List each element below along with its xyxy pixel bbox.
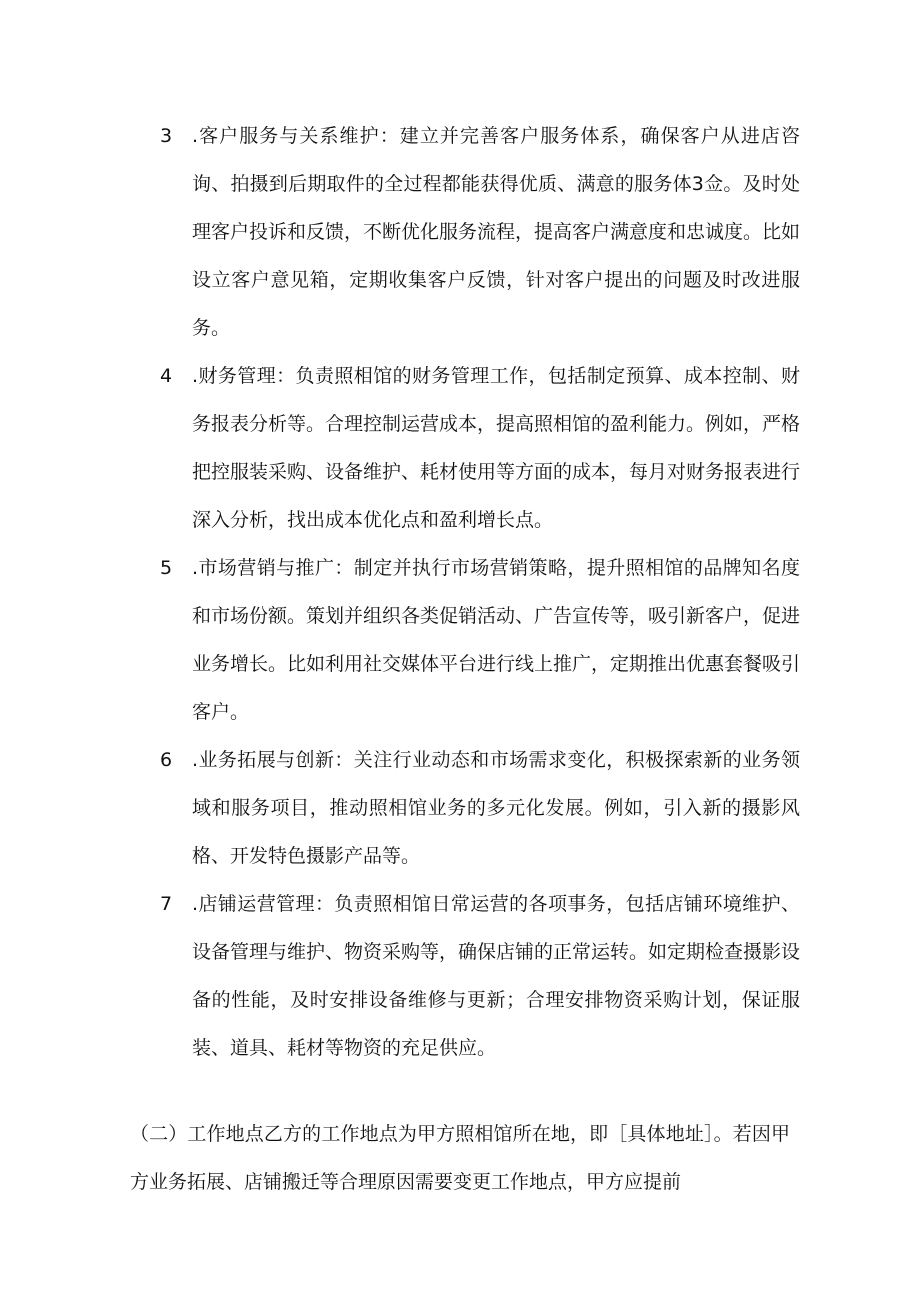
list-item-number: 6 — [160, 749, 173, 771]
list-item-number: 4 — [160, 365, 173, 387]
list-item-text: .店铺运营管理：负责照相馆日常运营的各项事务，包括店铺环境维护、设备管理与维护、物资采购等，确保店铺的正常运转。如定期检查摄影设备的性能，及时安排设备维修与更新；合理安排物资采购计划，保证服装、道具、耗材等物资的充足供应。 — [192, 893, 801, 1059]
list-item-text: .业务拓展与创新：关注行业动态和市场需求变化，积极探索新的业务领域和服务项目，推动照相馆业务的多元化发展。例如，引入新的摄影风格、开发特色摄影产品等。 — [192, 749, 800, 867]
section-work-location: （二）工作地点乙方的工作地点为甲方照相馆所在地，即［具体地址］。若因甲方业务拓展、店铺搬迁等合理原因需要变更工作地点，甲方应提前 — [130, 1123, 790, 1193]
list-item-7 — [160, 880, 800, 1072]
list-item-number: 5 — [160, 557, 173, 579]
list-item-text: .市场营销与推广：制定并执行市场营销策略，提升照相馆的品牌知名度和市场份额。策划并组织各类促销活动、广告宣传等，吸引新客户，促进业务增长。比如利用社交媒体平台进行线上推广，定期推出优惠套餐吸引客户。 — [192, 557, 801, 723]
list-item-text: .客户服务与关系维护：建立并完善客户服务体系，确保客户从进店咨询、拍摄到后期取件的全过程都能获得优质、满意的服务体3佥。及时处理客户投诉和反馈，不断优化服务流程，提高客户满意度和忠诚度。比如设立客户意见箱，定期收集客户反馈，针对客户提出的问题及时改进服务。 — [192, 125, 801, 339]
list-item-number: 3 — [160, 125, 173, 147]
list-item-3 — [160, 112, 800, 352]
list-item-number: 7 — [160, 893, 173, 915]
list-item-6 — [160, 736, 800, 880]
list-item-4 — [160, 352, 800, 544]
list-item-text: .财务管理：负责照相馆的财务管理工作，包括制定预算、成本控制、财务报表分析等。合理控制运营成本，提高照相馆的盈利能力。例如，严格把控服装采购、设备维护、耗材使用等方面的成本，每月对财务报表进行深入分析，找出成本优化点和盈利增长点。 — [192, 365, 801, 531]
list-item-5 — [160, 544, 800, 736]
